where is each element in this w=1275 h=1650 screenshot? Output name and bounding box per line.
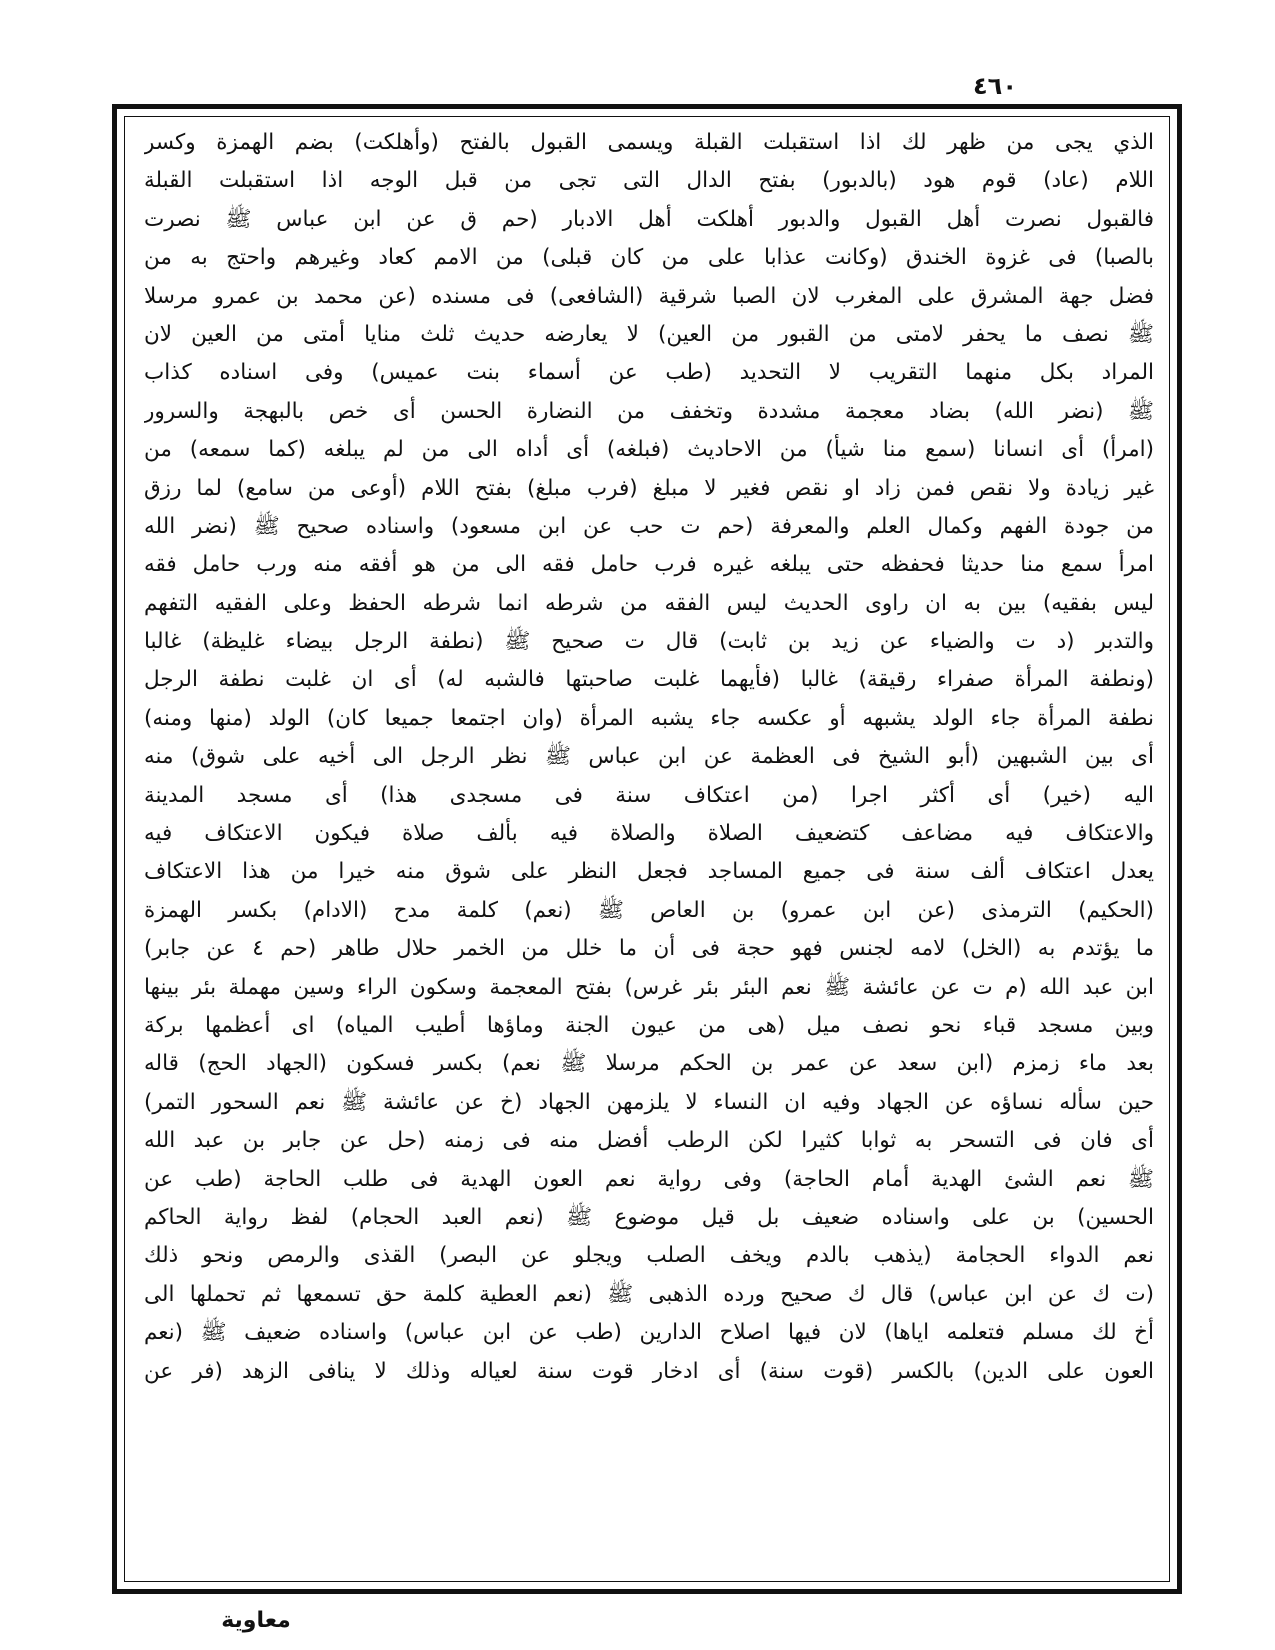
text-line: نطفة المرأة جاء الولد يشبهه أو عكسه جاء يشبه المرأة (وان اجتمعا جميعا كان) الولد (منها ومنه): [144, 705, 1154, 731]
text-line: (امرأ) أى انسانا (سمع منا شيأ) من الاحاديث (فبلغه) أى أداه الى من لم يبلغه (كما سمعه) من: [144, 437, 1154, 463]
text-line: [144, 1468, 1154, 1506]
text-line: العون على الدين) بالكسر (قوت سنة) أى ادخار قوت سنة لعياله وذلك لا ينافى الزهد (فر عن: [144, 1358, 1154, 1384]
text-line: بعد ماء زمزم (ابن سعد عن عمر بن الحكم مرسلا ﷺ نعم) بكسر فسكون (الجهاد الحج) قاله: [144, 1051, 1154, 1077]
text-line: [144, 1506, 1154, 1544]
text-line: فالقبول نصرت أهل القبول والدبور أهلكت أهل الادبار (حم ق عن ابن عباس ﷺ نصرت: [144, 206, 1154, 232]
text-line: الذي يجى من ظهر لك اذا استقبلت القبلة ويسمى القبول بالفتح (وأهلكت) بضم الهمزة وكسر: [144, 130, 1154, 155]
text-line: ليس بفقيه) بين به ان راوى الحديث ليس الفقه من شرطه انما شرطه الحفظ وعلى الفقيه التفهم: [144, 590, 1154, 616]
text-line: (ت ك عن ابن عباس) قال ك صحيح ورده الذهبى ﷺ (نعم العطية كلمة حق تسمعها ثم تحملها الى: [144, 1281, 1154, 1307]
text-line: [144, 1429, 1154, 1467]
text-line: فضل جهة المشرق على المغرب لان الصبا شرقية (الشافعى) فى مسنده (عن محمد بن عمرو مرسلا: [144, 283, 1154, 309]
text-line: وبين مسجد قباء نحو نصف ميل (هى من عيون الجنة وماؤها أطيب المياه) اى أعظمها بركة: [144, 1012, 1154, 1038]
text-line: (ونطفة المرأة صفراء رقيقة) غالبا (فأيهما غلبت صاحبتها فالشبه له) أى ان غلبت نطفة الرجل: [144, 667, 1154, 693]
text-line: (الحكيم) الترمذى (عن ابن عمرو) بن العاص ﷺ (نعم) كلمة مدح (الادام) بكسر الهمزة: [144, 897, 1154, 923]
catchword: معاوية: [221, 1608, 291, 1633]
text-line: ما يؤتدم به (الخل) لامه لجنس فهو حجة فى أن ما خلل من الخمر حلال طاهر (حم ٤ عن جابر): [144, 936, 1154, 962]
text-line: أى بين الشبهين (أبو الشيخ فى العظمة عن ابن عباس ﷺ نظر الرجل الى أخيه على شوق) منه: [144, 744, 1154, 770]
text-line: والتدبر (د ت والضياء عن زيد بن ثابت) قال ت صحيح ﷺ (نطفة الرجل بيضاء غليظة) غالبا: [144, 629, 1154, 655]
text-line: امرأ سمع منا حديثا فحفظه حتى يبلغه غيره فرب حامل فقه الى من هو أفقه منه ورب حامل فقه: [144, 552, 1154, 578]
text-line: بالصبا) فى غزوة الخندق (وكانت عذابا على من كان قبلى) من الامم كعاد وغيرهم واحتج به من: [144, 245, 1154, 271]
text-line: [144, 1391, 1154, 1429]
text-line: يعدل اعتكاف ألف سنة فى جميع المساجد فجعل النظر على شوق منه خيرا من هذا الاعتكاف: [144, 859, 1154, 885]
text-line: والاعتكاف فيه مضاعف كتضعيف الصلاة والصلاة فيه بألف صلاة فيكون الاعتكاف فيه: [144, 821, 1154, 847]
text-line: ﷺ (نضر الله) بضاد معجمة مشددة وتخفف من النضارة الحسن أى خص بالبهجة والسرور: [144, 398, 1154, 424]
page-number: ٤٦٠: [973, 72, 1017, 100]
text-line: غير زيادة ولا نقص فمن زاد او نقص فغير لا مبلغ (فرب مبلغ) بفتح اللام (أوعى من سامع) لما رزق: [144, 475, 1154, 501]
text-line: ﷺ نعم الشئ الهدية أمام الحاجة) وفى رواية نعم العون الهدية فى طلب الحاجة (طب عن: [144, 1166, 1154, 1192]
text-line: حين سأله نساؤه عن الجهاد وفيه ان النساء لا يلزمهن الجهاد (خ عن عائشة ﷺ نعم السحور التمر): [144, 1089, 1154, 1115]
text-line: اللام (عاد) قوم هود (بالدبور) بفتح الدال التى تجى من قبل الوجه اذا استقبلت القبلة: [144, 168, 1154, 194]
text-body: [144, 124, 1154, 1544]
text-line: ﷺ نصف ما يحفر لامتى من القبور من العين) لا يعارضه حديث ثلث منايا أمتى من العين لان: [144, 321, 1154, 347]
text-line: أى فان فى التسحر به ثوابا كثيرا لكن الرطب أفضل منه فى زمنه (حل عن جابر بن عبد الله: [144, 1128, 1154, 1154]
text-line: اليه (خير) أى أكثر اجرا (من اعتكاف سنة فى مسجدى هذا) أى مسجد المدينة: [144, 782, 1154, 808]
text-line: الحسين) بن على واسناده ضعيف بل قيل موضوع ﷺ (نعم العبد الحجام) لفظ رواية الحاكم: [144, 1204, 1154, 1230]
text-line: أخ لك مسلم فتعلمه اياها) لان فيها اصلاح الدارين (طب عن ابن عباس) واسناده ضعيف ﷺ (نعم: [144, 1320, 1154, 1346]
text-line: نعم الدواء الحجامة (يذهب بالدم ويخف الصلب ويجلو عن البصر) القذى والرمص ونحو ذلك: [144, 1243, 1154, 1269]
text-line: ابن عبد الله (م ت عن عائشة ﷺ نعم البئر بئر غرس) بفتح المعجمة وسكون الراء وسين مهملة بئر بينها: [144, 974, 1154, 1000]
text-line: المراد بكل منهما التقريب لا التحديد (طب عن أسماء بنت عميس) وفى اسناده كذاب: [144, 360, 1154, 386]
text-line: من جودة الفهم وكمال العلم والمعرفة (حم ت حب عن ابن مسعود) واسناده صحيح ﷺ (نضر الله: [144, 513, 1154, 539]
